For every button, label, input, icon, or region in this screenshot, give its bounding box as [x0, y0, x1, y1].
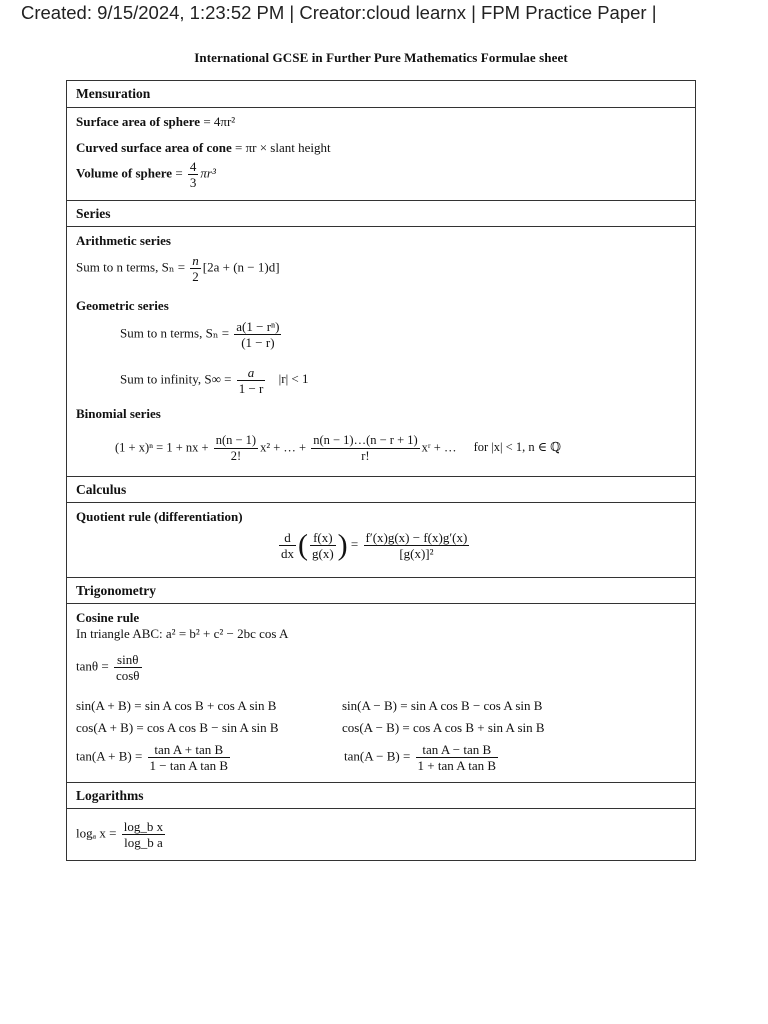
tan-num: sinθ — [114, 652, 142, 668]
sin-difference: sin(A − B) = sin A cos B − cos A sin B — [342, 698, 543, 713]
volume-den: 3 — [189, 175, 197, 190]
tanp-den: 1 − tan A tan B — [149, 758, 229, 773]
tanm-num: tan A − tan B — [416, 742, 498, 758]
d-num: d — [279, 530, 296, 546]
geo-text: Sum to n terms, Sₙ = — [120, 325, 230, 341]
quotient-rule-formula — [277, 530, 471, 561]
binom-num2: n(n − 1)…(n − r + 1) — [313, 433, 418, 447]
document-banner: Created: 9/15/2024, 1:23:52 PM | Creator:cloud learnx | FPM Practice Paper | — [21, 2, 657, 23]
binomial-formula — [115, 433, 561, 464]
tanm-fraction — [416, 742, 498, 773]
volume-fraction — [188, 159, 199, 190]
formulae-sheet — [66, 80, 696, 861]
arith-tail: [2a + (n − 1)d] — [202, 259, 280, 275]
binom-condition: for |x| < 1, n ∈ ℚ — [473, 440, 561, 455]
tanp-fraction — [148, 742, 230, 773]
tan-lead: tanθ = — [76, 658, 109, 674]
inf-text: Sum to infinity, S∞ = — [120, 371, 232, 387]
d-den: dx — [281, 546, 294, 561]
geo-fraction — [234, 319, 281, 350]
tan-fraction — [114, 652, 142, 683]
geometric-series-label: Geometric series — [76, 298, 169, 313]
log-fraction — [122, 819, 165, 850]
cosine-rule-formula: In triangle ABC: a² = b² + c² − 2bc cos A — [76, 626, 289, 641]
tan-difference — [344, 742, 500, 773]
inf-condition: |r| < 1 — [278, 371, 309, 387]
surface-area-sphere — [76, 114, 235, 130]
tanm-lead: tan(A − B) = — [344, 748, 411, 764]
cone-formula: = πr × slant height — [234, 140, 331, 155]
tan-den: cosθ — [115, 668, 140, 683]
quotient-fraction — [310, 530, 336, 561]
sphere-label: Surface area of sphere — [76, 114, 201, 129]
f-num: f(x) — [310, 530, 336, 546]
volume-tail: πr³ — [200, 165, 216, 181]
arithmetic-series-label: Arithmetic series — [76, 233, 171, 248]
geo-num: a(1 − rⁿ) — [236, 319, 280, 334]
binom-num1: n(n − 1) — [215, 433, 257, 447]
log-num: log_b x — [123, 819, 164, 834]
section-heading-trigonometry: Trigonometry — [67, 577, 695, 604]
binom-den1: 2! — [230, 449, 242, 463]
tanp-lead: tan(A + B) = — [76, 748, 143, 764]
quotient-result — [364, 530, 470, 561]
cos-sum: cos(A + B) = cos A cos B − sin A sin B — [76, 720, 279, 735]
arith-num: n — [192, 253, 199, 268]
arith-den: 2 — [192, 269, 199, 284]
geometric-sum-formula — [120, 319, 283, 350]
right-paren: ) — [337, 528, 348, 562]
arithmetic-sum-formula — [76, 253, 280, 284]
binomial-series-label: Binomial series — [76, 406, 161, 421]
equals-sign: = — [350, 536, 359, 552]
log-lead: logₐ x = — [76, 825, 117, 841]
geometric-infinity-formula — [120, 365, 309, 396]
sphere-formula: = 4πr² — [203, 114, 236, 129]
log-den: log_b a — [124, 835, 163, 850]
binom-tail: xʳ + … — [421, 440, 457, 455]
binom-fraction-2 — [311, 433, 419, 464]
change-of-base-formula — [76, 819, 167, 850]
volume-num: 4 — [189, 159, 197, 174]
binom-lead: (1 + x)ⁿ = 1 + nx + — [115, 440, 209, 455]
sin-sum: sin(A + B) = sin A cos B + cos A sin B — [76, 698, 277, 713]
section-heading-calculus: Calculus — [67, 476, 695, 503]
left-paren: ( — [298, 528, 308, 562]
geo-den: (1 − r) — [241, 335, 275, 350]
section-heading-logarithms: Logarithms — [67, 782, 695, 809]
tan-sum — [76, 742, 232, 773]
cosine-rule-label: Cosine rule — [76, 610, 140, 625]
tanm-den: 1 + tan A tan B — [417, 758, 497, 773]
cos-difference: cos(A − B) = cos A cos B + sin A sin B — [342, 720, 545, 735]
inf-num: a — [237, 365, 266, 381]
inf-den: 1 − r — [238, 381, 264, 396]
quotient-rule-label: Quotient rule (differentiation) — [76, 509, 243, 524]
section-heading-series: Series — [67, 200, 695, 227]
result-den: [g(x)]² — [399, 546, 434, 561]
inf-fraction — [237, 365, 266, 396]
page-title: International GCSE in Further Pure Mathematics Formulae sheet — [194, 50, 568, 65]
tan-identity — [76, 652, 144, 683]
arith-text: Sum to n terms, Sₙ = — [76, 259, 186, 275]
binom-den2: r! — [361, 449, 370, 463]
volume-label: Volume of sphere — [76, 165, 173, 181]
binom-mid: x² + … + — [260, 440, 307, 455]
tanp-num: tan A + tan B — [148, 742, 230, 758]
volume-sphere: Volume of sphere = $\frac{4}{3}$ πr³ — [76, 159, 216, 190]
f-den: g(x) — [312, 546, 334, 561]
section-heading-mensuration: Mensuration — [67, 81, 695, 108]
derivative-operator — [279, 530, 296, 561]
binom-fraction-1 — [214, 433, 258, 464]
arith-fraction — [190, 253, 201, 284]
curved-surface-cone — [76, 140, 331, 156]
result-num: f′(x)g(x) − f(x)g′(x) — [365, 530, 468, 545]
cone-label: Curved surface area of cone — [76, 140, 232, 155]
